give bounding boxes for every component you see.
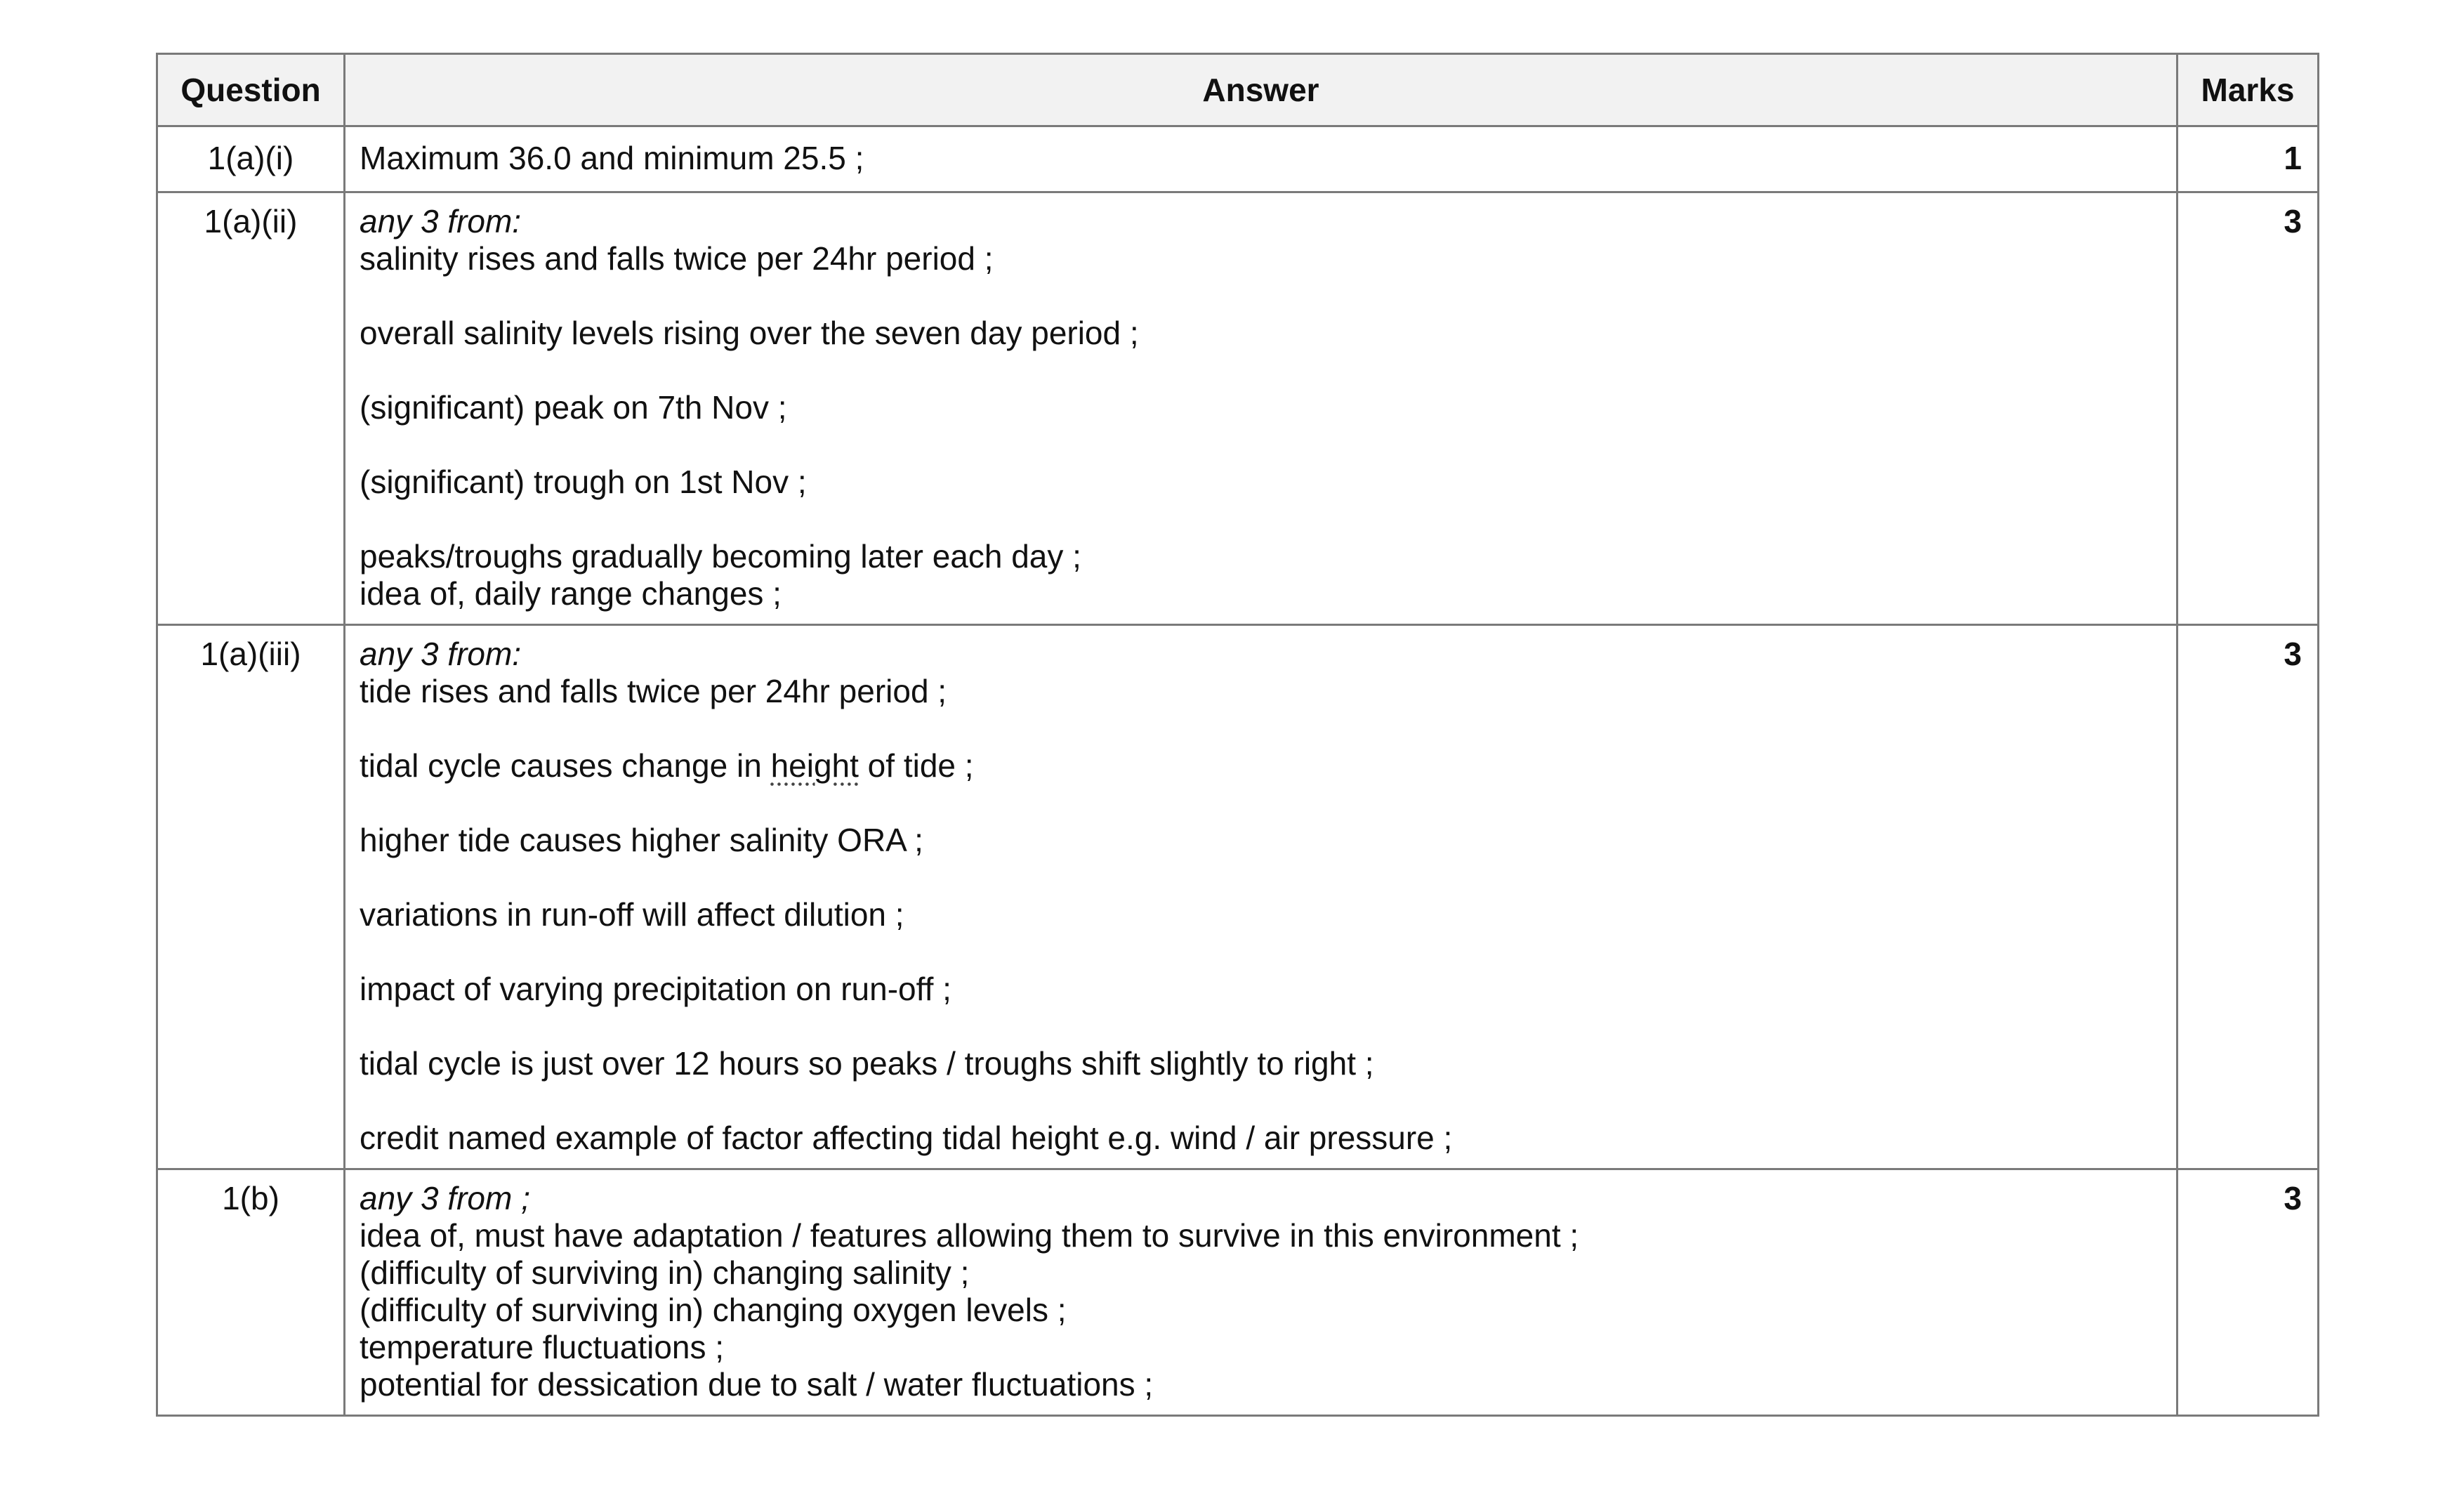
answer-point: (significant) peak on 7th Nov ; — [360, 389, 787, 426]
answer-point — [360, 747, 2162, 785]
table-row — [157, 1169, 2319, 1416]
answer-point: tidal cycle is just over 12 hours so peaks / troughs shift slightly to right ; — [360, 1045, 1374, 1082]
answer-point: tide rises and falls twice per 24hr period ; — [360, 673, 947, 709]
mark-scheme-table — [156, 53, 2319, 1417]
table-row — [157, 192, 2319, 625]
answer-intro: any 3 from ; — [360, 1180, 530, 1216]
answer-cell — [345, 1169, 2178, 1416]
answer-cell — [345, 126, 2178, 192]
answer-cell — [345, 192, 2178, 625]
marks-value: 1 — [2178, 126, 2319, 192]
table-row — [157, 126, 2319, 192]
question-number: 1(a)(ii) — [157, 192, 345, 625]
answer-point: (difficulty of surviving in) changing salinity ; — [360, 1254, 970, 1291]
header-question: Question — [157, 54, 345, 126]
answer-point: credit named example of factor affecting tidal height e.g. wind / air pressure ; — [360, 1120, 1453, 1156]
question-number: 1(a)(iii) — [157, 625, 345, 1169]
header-row — [157, 54, 2319, 126]
answer-point: idea of, must have adaptation / features allowing them to survive in this environment ; — [360, 1217, 1579, 1254]
answer-cell — [345, 625, 2178, 1169]
answer-point: idea of, daily range changes ; — [360, 575, 782, 612]
answer-point: potential for dessication due to salt / water fluctuations ; — [360, 1366, 1154, 1403]
table-row — [157, 625, 2319, 1169]
question-number: 1(b) — [157, 1169, 345, 1416]
answer-intro: any 3 from: — [360, 203, 522, 240]
marks-value: 3 — [2178, 192, 2319, 625]
answer-point: salinity rises and falls twice per 24hr period ; — [360, 240, 994, 277]
table-body — [157, 126, 2319, 1416]
answer-point-text: tidal cycle causes change in — [360, 747, 771, 784]
header-marks: Marks — [2178, 54, 2319, 126]
answer-point: impact of varying precipitation on run-off ; — [360, 971, 951, 1007]
answer-point: higher tide causes higher salinity ORA ; — [360, 822, 923, 858]
header-answer: Answer — [345, 54, 2178, 126]
answer-point: overall salinity levels rising over the seven day period ; — [360, 315, 1139, 351]
answer-point: peaks/troughs gradually becoming later each day ; — [360, 538, 1081, 575]
emphasised-word: height — [770, 747, 859, 784]
answer-point: (difficulty of surviving in) changing oxygen levels ; — [360, 1292, 1067, 1328]
marks-value: 3 — [2178, 1169, 2319, 1416]
marks-value: 3 — [2178, 625, 2319, 1169]
answer-point: Maximum 36.0 and minimum 25.5 ; — [360, 140, 864, 176]
question-number: 1(a)(i) — [157, 126, 345, 192]
answer-point: variations in run-off will affect dilution ; — [360, 896, 904, 933]
answer-point: (significant) trough on 1st Nov ; — [360, 464, 807, 500]
answer-intro: any 3 from: — [360, 636, 522, 672]
answer-point: temperature fluctuations ; — [360, 1329, 725, 1365]
answer-point-text: of tide ; — [858, 747, 974, 784]
